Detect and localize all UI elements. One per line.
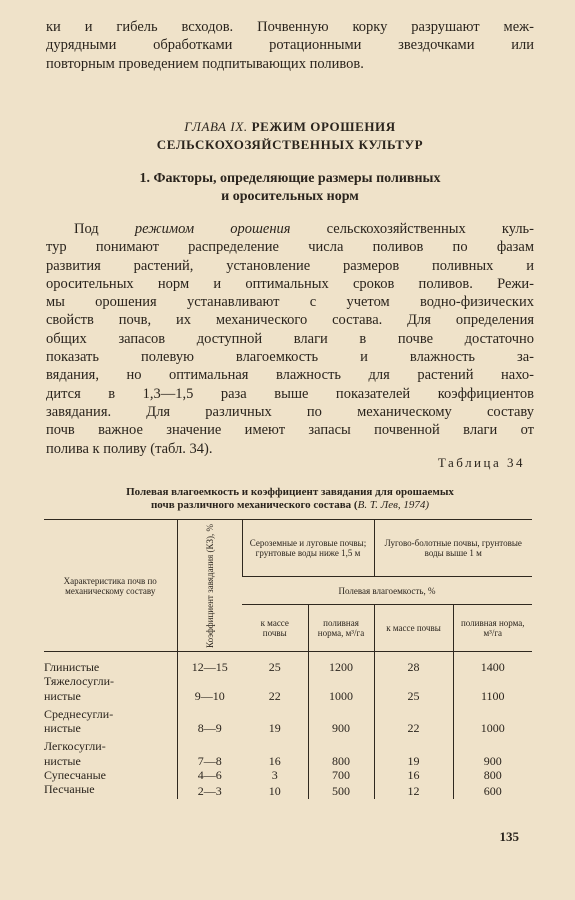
table-row	[44, 689, 532, 703]
cell-b-mass: 28	[374, 652, 453, 675]
cell-coefficient: 8—9	[177, 721, 242, 735]
chapter-label: ГЛАВА IX.	[184, 119, 248, 134]
table-number: Таблица 34	[437, 455, 525, 470]
table-row	[44, 735, 532, 753]
cell-coefficient: 4—6	[177, 768, 242, 782]
table-row	[44, 674, 532, 688]
body-paragraph	[46, 220, 534, 458]
body-line: свойств почв, их механического состава. Для определения	[46, 312, 534, 329]
cell-soil: нистые	[44, 721, 81, 736]
header-a-mass: к массе почвы	[242, 605, 308, 652]
table-row	[44, 721, 532, 735]
body-line: развития растений, установление размеров поливных и	[46, 257, 534, 274]
cell-b-mass: 25	[374, 689, 453, 703]
body-line: мы орошения устанавливают с учетом водно-физических	[46, 294, 534, 311]
body-line	[46, 220, 534, 238]
cell-coefficient: 7—8	[177, 754, 242, 768]
header-group-a: Сероземные и луговые почвы; грунтовые воды ниже 1,5 м	[242, 520, 374, 577]
header-coefficient	[177, 520, 242, 652]
cell-soil: Супесчаные	[44, 768, 107, 783]
table-caption-start: почв различного механического состава (	[150, 499, 358, 511]
header-coefficient-text: Коэффициент завядания (КЗ), %	[204, 523, 215, 648]
cell-soil: Глинистые	[44, 660, 100, 674]
cell-b-norm: 900	[453, 754, 532, 768]
body-line-end: сельскохозяйственных куль-	[326, 221, 535, 237]
cell-b-mass	[374, 703, 453, 721]
cell-b-mass	[374, 735, 453, 753]
cell-coefficient: 2—3	[177, 782, 242, 798]
cell-coefficient: 12—15	[177, 652, 242, 675]
cell-b-mass: 22	[374, 721, 453, 735]
table-caption-line-1: Полевая влагоемкость и коэффициент завядания для орошаемых	[126, 486, 454, 498]
cell-b-norm: 1000	[453, 721, 532, 735]
cell-b-norm: 800	[453, 768, 532, 782]
intro-line: дурядными обработками ротационными звездочками или	[46, 37, 534, 54]
cell-a-norm	[308, 735, 374, 753]
cell-a-mass: 16	[268, 753, 281, 768]
cell-a-norm: 500	[308, 782, 374, 798]
body-line-start: Под	[74, 221, 99, 237]
table-caption	[46, 486, 534, 512]
cell-soil: нистые	[44, 688, 81, 703]
body-line: общих запасов доступной влаги в почве достаточно	[46, 330, 534, 347]
body-line: завядания. Для различных по механическому составу	[46, 403, 534, 420]
table-row	[44, 652, 532, 675]
cell-a-mass	[242, 735, 308, 753]
cell-a-norm: 900	[308, 721, 374, 735]
section-title-line-1: 1. Факторы, определяющие размеры поливных	[139, 171, 441, 186]
cell-a-mass: 19	[268, 721, 281, 736]
header-b-mass: к массе почвы	[374, 605, 453, 652]
cell-b-mass	[374, 674, 453, 688]
data-table	[44, 519, 532, 799]
body-line: оросительных норм и оптимальных сроков поливов. Режи-	[46, 275, 534, 292]
cell-b-norm: 1400	[453, 652, 532, 675]
table-row	[44, 703, 532, 721]
cell-b-norm	[453, 703, 532, 721]
cell-a-norm	[308, 703, 374, 721]
chapter-title-1: РЕЖИМ ОРОШЕНИЯ	[251, 119, 396, 134]
table-caption-author: В. Т. Лев	[357, 499, 398, 511]
chapter-heading	[46, 118, 534, 154]
cell-a-mass: 22	[268, 688, 281, 703]
intro-paragraph	[46, 18, 534, 73]
header-group-b: Лугово-болотные почвы, грунтовые воды выше 1 м	[374, 520, 532, 577]
cell-b-mass: 19	[374, 754, 453, 768]
cell-coefficient	[177, 674, 242, 688]
body-line: тур понимают распределение числа поливов по фазам	[46, 239, 534, 256]
intro-line: повторным проведением подпитывающих поливов.	[46, 55, 364, 72]
body-line: дится в 1,3—1,5 раза выше показателей коэффициентов	[46, 385, 534, 402]
table-row	[44, 754, 532, 768]
cell-a-mass: 3	[271, 768, 278, 783]
cell-soil: Тяжелосугли-	[44, 674, 115, 689]
body-line: почв важное значение имеют запасы почвенной влаги от	[46, 422, 534, 439]
cell-b-norm: 1100	[453, 689, 532, 703]
cell-soil: нистые	[44, 753, 81, 768]
cell-coefficient: 9—10	[177, 689, 242, 703]
cell-a-mass: 25	[268, 660, 281, 674]
body-line: показать полевую влагоемкость и влажность за-	[46, 349, 534, 366]
chapter-title-2: СЕЛЬСКОХОЗЯЙСТВЕННЫХ КУЛЬТУР	[156, 137, 424, 152]
term-irrigation-regime: режимом орошения	[134, 221, 291, 237]
cell-coefficient	[177, 735, 242, 753]
header-soil: Характеристика почв по механическому составу	[44, 520, 177, 652]
cell-a-mass: 10	[268, 784, 281, 799]
table-row	[44, 782, 532, 798]
section-title-line-2: и оросительных норм	[221, 189, 359, 204]
cell-b-norm: 600	[453, 782, 532, 798]
cell-a-norm: 800	[308, 754, 374, 768]
cell-soil: Песчаные	[44, 782, 95, 797]
page-number: 135	[499, 829, 519, 844]
header-subgroup: Полевая влагоемкость, %	[242, 577, 532, 605]
table-row	[44, 768, 532, 782]
cell-a-norm: 1200	[308, 652, 374, 675]
cell-a-mass	[242, 703, 308, 721]
header-a-norm: поливная норма, м³/га	[308, 605, 374, 652]
cell-soil: Среднесугли-	[44, 706, 114, 721]
body-line: полива к поливу (табл. 34).	[46, 440, 213, 457]
table-caption-end: , 1974)	[397, 499, 430, 511]
cell-coefficient	[177, 703, 242, 721]
intro-line: ки и гибель всходов. Почвенную корку разрушают меж-	[46, 19, 534, 35]
header-b-norm: поливная норма, м³/га	[453, 605, 532, 652]
section-heading	[46, 170, 534, 206]
cell-b-norm	[453, 674, 532, 688]
cell-a-norm	[308, 674, 374, 688]
cell-a-norm: 700	[308, 768, 374, 782]
cell-a-norm: 1000	[308, 689, 374, 703]
cell-soil: Легкосугли-	[44, 739, 106, 754]
body-line: вядания, но оптимальная влажность для растений нахо-	[46, 367, 534, 384]
cell-b-norm	[453, 735, 532, 753]
cell-b-mass: 12	[374, 782, 453, 798]
cell-a-mass	[242, 674, 308, 688]
cell-b-mass: 16	[374, 768, 453, 782]
